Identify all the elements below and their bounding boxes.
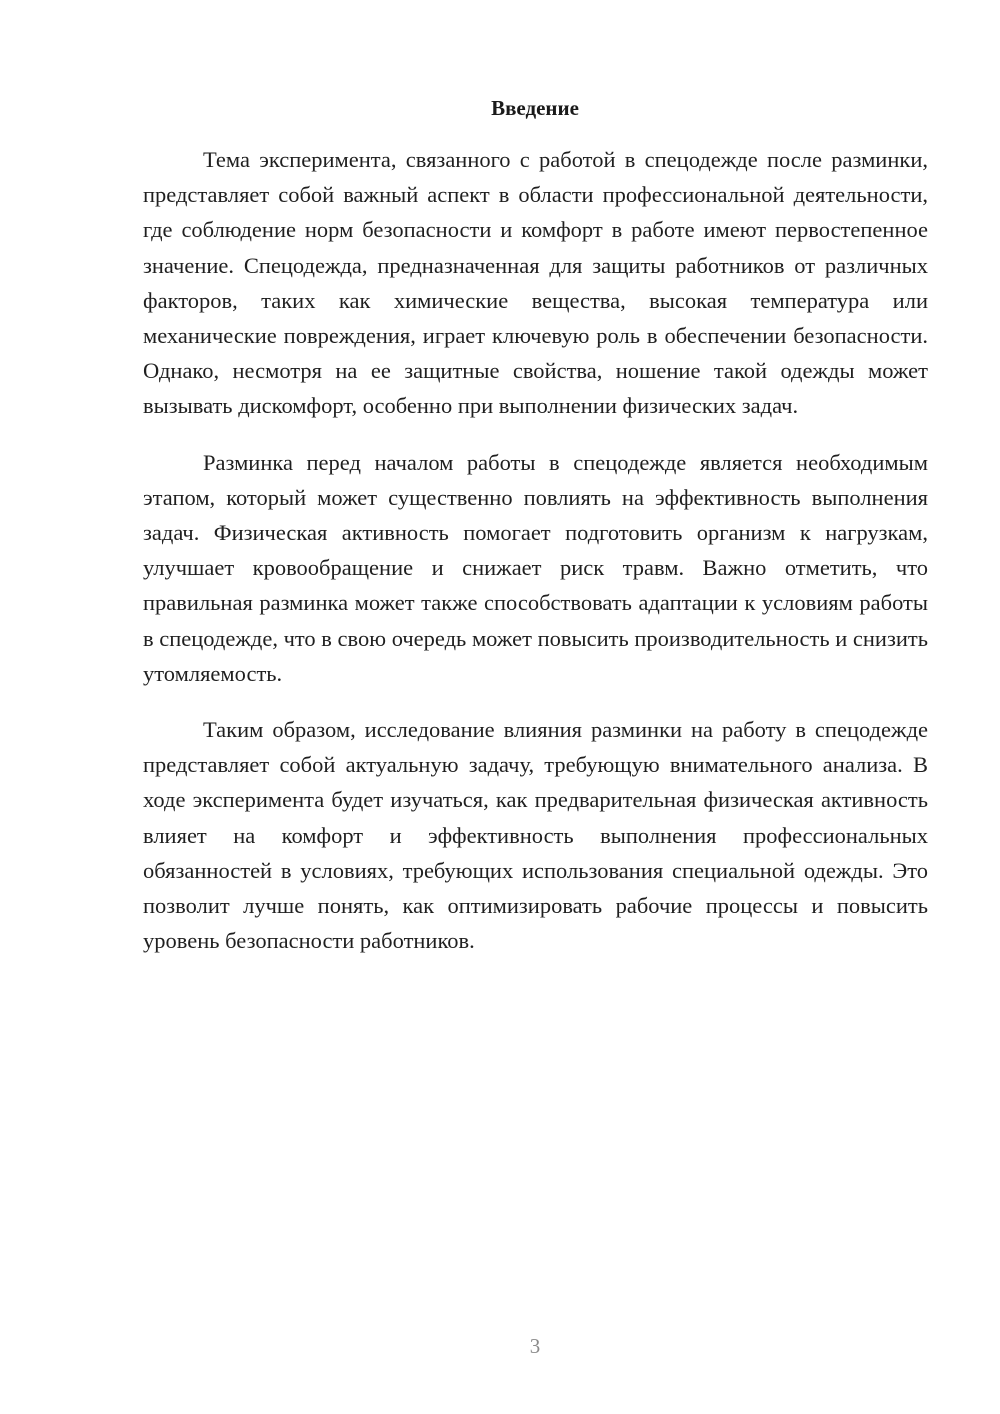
paragraph-1: Тема эксперимента, связанного с работой в спецодежде после разминки, представляет собой важный аспект в области профессиональной деятельности, где соблюдение норм безопасности и комфорт в работе имеют первостепенное значение. Спецодежда, предназначенная для защиты работников от различных факторов, таких как химические вещества, высокая температура или механические повреждения, играет ключевую роль в обеспечении безопасности. Однако, несмотря на ее защитные свойства, ношение такой одежды может вызывать дискомфорт, особенно при выполнении физических задач. [143, 147, 928, 419]
section-heading: Введение [491, 96, 579, 120]
paragraph-3: Таким образом, исследование влияния разминки на работу в спецодежде представляет собой актуальную задачу, требующую внимательного анализа. В ходе эксперимента будет изучаться, как предварительная физическая активность влияет на комфорт и эффективность выполнения профессиональных обязанностей в условиях, требующих использования специальной одежды. Это позволит лучше понять, как оптимизировать рабочие процессы и повысить уровень безопасности работников. [143, 717, 928, 954]
paragraph-2: Разминка перед началом работы в спецодежде является необходимым этапом, который может существенно повлиять на эффективность выполнения задач. Физическая активность помогает подготовить организм к нагрузкам, улучшает кровообращение и снижает риск травм. Важно отметить, что правильная разминка может также способствовать адаптации к условиям работы в спецодежде, что в свою очередь может повысить производительность и снизить утомляемость. [143, 449, 928, 686]
body-text [143, 142, 928, 979]
page-number: 3 [529, 1334, 541, 1358]
